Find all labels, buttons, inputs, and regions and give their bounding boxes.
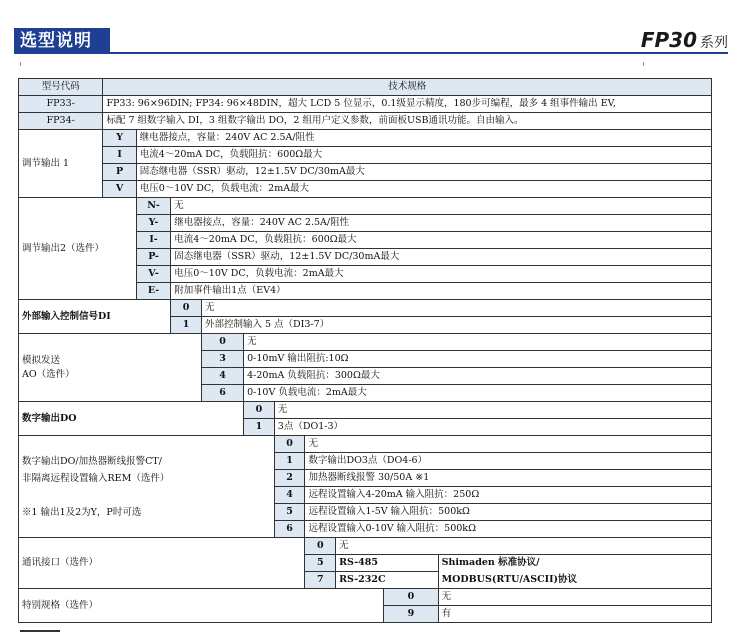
out2-desc: 固态继电器（SSR）驱动，12±1.5V DC/30mA最大	[171, 249, 712, 266]
ao-code: 3	[201, 351, 243, 368]
out2-code: Y-	[136, 215, 171, 232]
comm-label: 通讯接口（选件）	[19, 538, 305, 589]
out2-code: N-	[136, 198, 171, 215]
ct-code: 6	[274, 521, 305, 538]
comm-code: 5	[305, 555, 336, 572]
comm-code: 7	[305, 572, 336, 589]
di-code: 0	[171, 300, 202, 317]
model-code: FP33-	[19, 96, 103, 113]
ct-code: 2	[274, 470, 305, 487]
ao-desc: 0-10V 负载电流：2mA最大	[244, 385, 712, 402]
do-row	[19, 402, 712, 419]
model-row	[19, 113, 712, 130]
out1-desc: 电流4～20mA DC，负载阻抗：600Ω最大	[136, 147, 711, 164]
head-spec: 技术规格	[103, 79, 712, 96]
out1-row	[19, 130, 712, 147]
ct-code: 0	[274, 436, 305, 453]
comm-code: 0	[305, 538, 336, 555]
ao-desc: 4-20mA 负载阻抗：300Ω最大	[244, 368, 712, 385]
out2-desc: 继电器接点，容量：240V AC 2.5A/阻性	[171, 215, 712, 232]
out1-label: 调节输出 1	[19, 130, 103, 198]
ct-desc: 数字输出DO3点（DO4-6）	[305, 453, 712, 470]
header-row	[19, 79, 712, 96]
out2-desc: 无	[171, 198, 712, 215]
ao-code: 0	[201, 334, 243, 351]
ao-label	[19, 334, 202, 402]
out1-row	[19, 164, 712, 181]
special-desc: 有	[438, 606, 711, 623]
di-desc: 外部控制输入 5 点（DI3-7）	[201, 317, 711, 334]
out2-desc: 电压0～10V DC，负载电流：2mA最大	[171, 266, 712, 283]
di-row	[19, 300, 712, 317]
out1-code: I	[103, 147, 136, 164]
out2-desc: 电流4～20mA DC，负载阻抗：600Ω最大	[171, 232, 712, 249]
head-code: 型号代码	[19, 79, 103, 96]
out1-desc: 电压0～10V DC，负载电流：2mA最大	[136, 181, 711, 198]
ao-desc: 0-10mV 输出阻抗:10Ω	[244, 351, 712, 368]
ao-label-line1: 模拟发送	[22, 354, 61, 366]
ao-code: 6	[201, 385, 243, 402]
model-row	[19, 96, 712, 113]
do-code: 1	[244, 419, 275, 436]
ct-desc: 远程设置输入4-20mA 输入阻抗：250Ω	[305, 487, 712, 504]
out1-desc: 继电器接点，容量：240V AC 2.5A/阻性	[136, 130, 711, 147]
out2-code: E-	[136, 283, 171, 300]
ct-code: 1	[274, 453, 305, 470]
ao-label-line2: AO（选件）	[22, 368, 75, 380]
model-desc: 标配 7 组数字输入 DI，3 组数字输出 DO，2 组用户定义参数，前面板USB通讯功能。自由输入。	[103, 113, 712, 130]
out2-code: I-	[136, 232, 171, 249]
ct-desc: 无	[305, 436, 712, 453]
out1-row	[19, 181, 712, 198]
special-code: 0	[384, 589, 438, 606]
model-code: FP34-	[19, 113, 103, 130]
comm-row	[19, 538, 712, 555]
comm-protocol: MODBUS(RTU/ASCII)协议	[438, 572, 711, 589]
ct-label-line2: 非隔离远程设置输入REM（选件）	[22, 472, 170, 484]
divider-tick	[643, 62, 644, 66]
ct-desc: 加热器断线报警 30/50A ※1	[305, 470, 712, 487]
model-desc: FP33: 96×96DIN; FP34: 96×48DIN，超大 LCD 5 位显示，0.1级显示精度，180步可编程，最多 4 组事件输出 EV,	[103, 96, 712, 113]
di-code: 1	[171, 317, 202, 334]
out2-row	[19, 198, 712, 215]
footer-mark	[20, 630, 60, 632]
section-title: 选型说明	[14, 28, 110, 54]
do-desc: 无	[274, 402, 711, 419]
divider-tick	[20, 62, 21, 66]
series-suffix: 系列	[700, 35, 728, 51]
out2-desc: 附加事件输出1点（EV4）	[171, 283, 712, 300]
ao-row	[19, 334, 712, 351]
ao-code: 4	[201, 368, 243, 385]
special-desc: 无	[438, 589, 711, 606]
special-row	[19, 589, 712, 606]
comm-protocol: Shimaden 标准协议/	[438, 555, 711, 572]
do-desc: 3点（DO1-3）	[274, 419, 711, 436]
out2-code: V-	[136, 266, 171, 283]
ct-label	[19, 436, 275, 538]
do-label: 数字输出DO	[19, 402, 244, 436]
out1-desc: 固态继电器（SSR）驱动，12±1.5V DC/30mA最大	[136, 164, 711, 181]
di-label: 外部输入控制信号DI	[19, 300, 171, 334]
ct-desc: 远程设置输入0-10V 输入阻抗：500kΩ	[305, 521, 712, 538]
out1-code: V	[103, 181, 136, 198]
special-label: 特别规格（选件）	[19, 589, 384, 623]
comm-desc: RS-485	[336, 555, 439, 572]
ct-desc: 远程设置输入1-5V 输入阻抗：500kΩ	[305, 504, 712, 521]
out2-label: 调节输出2（选件）	[19, 198, 137, 300]
series-name: FP30	[640, 28, 697, 52]
title-underline	[14, 52, 728, 54]
ct-code: 4	[274, 487, 305, 504]
ct-note: ※1 输出1及2为Y，P时可选	[22, 506, 142, 518]
comm-desc: 无	[336, 538, 712, 555]
ct-row	[19, 436, 712, 453]
special-code: 9	[384, 606, 438, 623]
out1-code: Y	[103, 130, 136, 147]
comm-desc: RS-232C	[336, 572, 439, 589]
do-code: 0	[244, 402, 275, 419]
di-desc: 无	[201, 300, 711, 317]
out1-row	[19, 147, 712, 164]
ao-desc: 无	[244, 334, 712, 351]
ct-code: 5	[274, 504, 305, 521]
ct-label-line1: 数字输出DO/加热器断线报警CT/	[22, 455, 162, 467]
out1-code: P	[103, 164, 136, 181]
series-label	[641, 28, 728, 52]
model-selection-table	[18, 78, 712, 623]
out2-code: P-	[136, 249, 171, 266]
